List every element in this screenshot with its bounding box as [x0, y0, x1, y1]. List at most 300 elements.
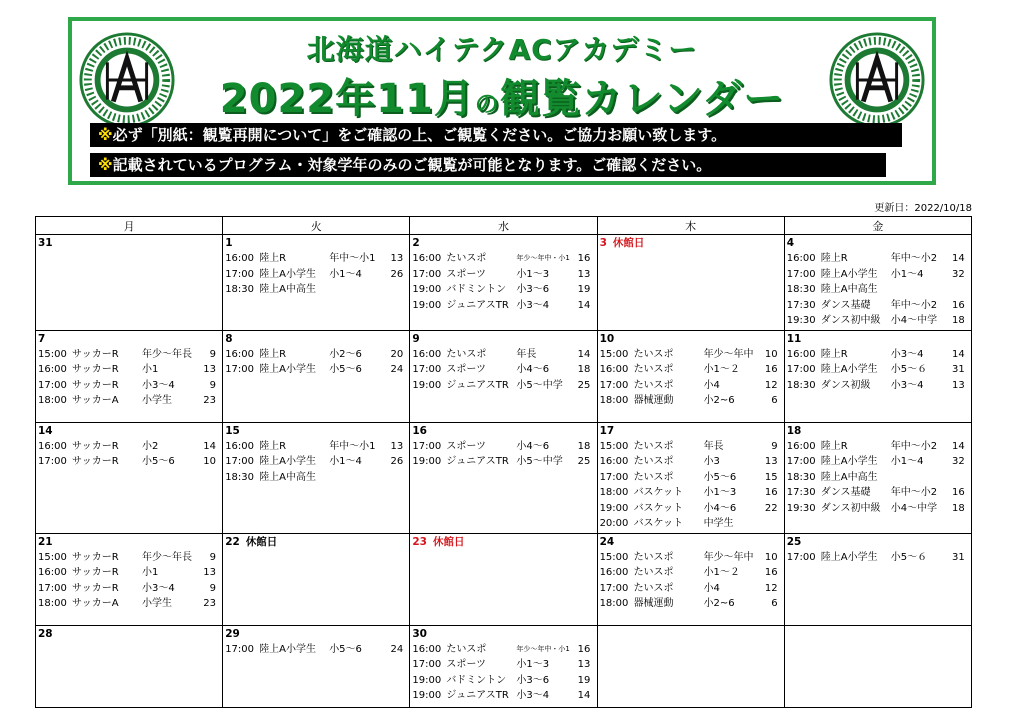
updated-date: 更新日：2022/10/18 — [874, 203, 972, 214]
program-entry — [787, 313, 969, 329]
day-number — [600, 332, 782, 347]
program-count: 14 — [952, 348, 965, 360]
day-cell — [223, 422, 410, 533]
program-grade — [891, 470, 949, 486]
program-name: サッカーR — [72, 456, 119, 467]
program-grade: 小5～6 — [329, 643, 362, 655]
program-grade: 小3～4 — [142, 379, 175, 391]
day-number — [412, 332, 594, 347]
program-grade: 年中～小2 — [890, 253, 938, 264]
program-name: 陸上A小学生 — [820, 364, 878, 375]
program-entry — [600, 550, 782, 566]
program-entry — [600, 362, 782, 378]
program-count: 24 — [390, 643, 404, 655]
program-name: 陸上R — [820, 440, 848, 452]
program-time: 19:30 — [786, 315, 816, 326]
day-cell — [784, 235, 971, 331]
program-name: サッカーA — [72, 395, 119, 406]
program-grade: 小1～２ — [703, 567, 740, 578]
program-count: 26 — [390, 268, 404, 280]
program-entry — [600, 565, 782, 581]
program-name: たいスポ — [633, 440, 674, 452]
program-name: スポーツ — [446, 440, 486, 452]
week-row — [36, 330, 972, 422]
program-time: 17:00 — [38, 456, 67, 467]
program-time: 16:00 — [225, 440, 255, 452]
program-entry — [38, 581, 220, 597]
program-time: 20:00 — [599, 518, 629, 529]
program-entry — [38, 596, 220, 612]
program-name: サッカーR — [72, 582, 119, 594]
program-count: 9 — [209, 379, 216, 391]
weekday-header: 月 — [36, 217, 223, 235]
day-number-value: 11 — [786, 332, 802, 345]
program-time: 18:00 — [599, 598, 629, 609]
program-name: サッカーR — [72, 348, 119, 360]
program-name: たいスポ — [633, 456, 674, 467]
program-entry — [412, 688, 594, 704]
day-number-value: 23 — [412, 535, 427, 548]
program-entry — [225, 251, 407, 267]
program-entry — [38, 378, 220, 394]
day-cell — [597, 533, 784, 625]
program-time: 18:30 — [225, 471, 255, 483]
day-number — [600, 627, 782, 642]
program-count — [949, 470, 965, 486]
program-count: 14 — [577, 299, 591, 311]
day-cell — [36, 533, 223, 625]
program-grade: 年中～小1 — [329, 440, 376, 452]
program-name: サッカーR — [72, 567, 119, 578]
program-entry — [787, 439, 969, 455]
program-name: たいスポ — [633, 364, 674, 375]
program-entry — [787, 298, 969, 314]
program-entry — [787, 550, 969, 566]
day-number-value: 16 — [412, 424, 427, 437]
program-entry — [225, 282, 407, 298]
program-count: 16 — [952, 299, 965, 311]
program-entry — [225, 347, 407, 363]
program-entry — [600, 347, 782, 363]
program-entry — [787, 251, 969, 267]
program-count: 18 — [952, 502, 965, 514]
program-entry — [787, 282, 969, 298]
day-number-value: 9 — [412, 332, 420, 345]
program-time: 19:30 — [786, 502, 816, 514]
program-grade: 小4～6 — [703, 502, 737, 514]
program-name: 陸上A小学生 — [820, 268, 878, 280]
program-time: 18:00 — [38, 395, 67, 406]
program-entry — [600, 596, 782, 612]
program-grade: 小5～中学 — [516, 379, 563, 391]
day-cell — [223, 235, 410, 331]
program-count: 13 — [952, 379, 965, 391]
closed-label: 休館日 — [245, 535, 278, 548]
program-time: 17:00 — [412, 659, 442, 670]
program-time: 17:00 — [786, 456, 816, 467]
program-entry — [412, 378, 594, 394]
program-count: 16 — [764, 364, 778, 375]
day-number — [600, 236, 782, 251]
program-count: 13 — [203, 364, 216, 375]
program-name: 陸上R — [259, 253, 287, 264]
program-time: 18:00 — [38, 598, 67, 609]
program-entry — [225, 362, 407, 378]
program-entry — [787, 470, 969, 486]
week-row — [36, 533, 972, 625]
program-name: 陸上A小学生 — [259, 268, 317, 280]
program-time: 19:00 — [412, 284, 442, 295]
program-count: 19 — [577, 284, 591, 295]
program-entry — [412, 298, 594, 314]
program-entry — [412, 282, 594, 298]
day-cell — [597, 422, 784, 533]
program-time: 16:00 — [412, 348, 442, 360]
notice-banner-2 — [90, 153, 886, 177]
program-count: 13 — [577, 659, 591, 670]
program-grade: 年中～小1 — [329, 253, 376, 264]
program-name: たいスポ — [633, 471, 674, 483]
program-grade: 小1～3 — [516, 659, 550, 670]
program-time: 17:00 — [786, 268, 816, 280]
day-number-value: 25 — [786, 535, 802, 548]
day-number-value: 3 — [599, 237, 607, 249]
program-count: 6 — [771, 395, 778, 406]
program-count: 14 — [952, 440, 965, 452]
program-grade: 年長 — [516, 348, 537, 360]
program-entry — [787, 362, 969, 378]
program-count: 16 — [577, 253, 591, 264]
day-number-value: 8 — [225, 332, 233, 345]
day-number — [412, 424, 594, 439]
program-entry — [600, 470, 782, 486]
program-count: 32 — [952, 268, 965, 280]
program-time: 16:00 — [38, 567, 67, 578]
program-name: サッカーA — [72, 598, 119, 609]
program-grade: 小4～中学 — [890, 315, 938, 326]
program-grade: 小4 — [703, 582, 720, 594]
program-grade: 小4 — [703, 379, 720, 391]
program-count: 24 — [390, 364, 404, 375]
program-entry — [787, 267, 969, 283]
day-number — [38, 332, 220, 347]
program-name: 陸上A中高生 — [259, 284, 317, 295]
program-count: 18 — [577, 440, 591, 452]
program-name: 陸上A中高生 — [820, 471, 878, 483]
program-grade: 年中～小2 — [890, 299, 938, 311]
program-name: ダンス基礎 — [820, 487, 871, 498]
day-number-value: 29 — [225, 627, 240, 640]
day-number-value: 22 — [225, 535, 240, 548]
program-grade: 小4～6 — [516, 364, 550, 375]
program-time: 16:00 — [786, 348, 816, 360]
day-number — [38, 424, 220, 439]
program-entry — [600, 501, 782, 517]
day-number — [412, 535, 594, 550]
program-count: 18 — [952, 315, 965, 326]
program-grade: 小2~6 — [703, 395, 735, 406]
program-grade: 小3 — [703, 456, 720, 467]
program-name: 陸上A中高生 — [259, 471, 317, 483]
program-grade: 小1～２ — [703, 364, 740, 375]
day-number — [225, 424, 407, 439]
day-number-value: 30 — [412, 627, 427, 640]
program-entry — [600, 485, 782, 501]
program-count: 26 — [390, 456, 404, 467]
program-name: たいスポ — [633, 551, 674, 563]
program-grade: 小2～6 — [329, 348, 362, 360]
program-grade: 小2~6 — [703, 598, 735, 609]
day-number-value: 7 — [38, 332, 46, 345]
program-count: 25 — [577, 456, 591, 467]
program-entry — [600, 439, 782, 455]
program-grade: 小1～3 — [703, 487, 737, 498]
program-grade: 小5～6 — [329, 364, 362, 375]
program-grade — [329, 282, 387, 298]
program-entry — [38, 393, 220, 409]
program-entry — [600, 454, 782, 470]
program-name: 陸上R — [259, 440, 287, 452]
program-count: 16 — [577, 643, 591, 655]
program-time: 15:00 — [599, 551, 629, 563]
program-entry — [38, 550, 220, 566]
day-cell — [410, 330, 597, 422]
program-name: 陸上A小学生 — [259, 643, 317, 655]
day-number-value: 31 — [38, 237, 53, 249]
program-name: 陸上A小学生 — [259, 456, 317, 467]
day-number — [787, 627, 969, 642]
program-grade: 小学生 — [142, 598, 172, 609]
program-time: 18:30 — [786, 284, 816, 295]
day-number-value: 2 — [412, 237, 420, 249]
program-time: 19:00 — [412, 456, 442, 467]
program-grade: 小2 — [142, 440, 159, 452]
program-grade: 小1～4 — [329, 268, 362, 280]
program-grade: 年少～年長 — [142, 551, 192, 563]
program-grade — [891, 282, 949, 298]
program-count: 13 — [390, 253, 404, 264]
program-entry — [38, 347, 220, 363]
program-time: 16:00 — [38, 440, 67, 452]
program-time: 17:00 — [225, 364, 255, 375]
program-grade: 小1～4 — [329, 456, 362, 467]
program-grade: 小3～4 — [890, 379, 924, 391]
program-name: サッカーR — [72, 440, 119, 452]
program-entry — [38, 565, 220, 581]
day-cell — [36, 422, 223, 533]
program-time: 17:30 — [786, 299, 816, 311]
notice-banner-1 — [90, 123, 902, 147]
day-cell — [410, 625, 597, 707]
program-grade: 年少～年中・小1 — [516, 644, 570, 653]
program-grade: 小4～6 — [516, 440, 550, 452]
program-time: 16:00 — [786, 440, 816, 452]
day-cell — [597, 625, 784, 707]
program-entry — [225, 642, 407, 658]
program-count: 23 — [203, 395, 216, 406]
program-entry — [38, 454, 220, 470]
program-name: たいスポ — [446, 253, 487, 264]
program-name: スポーツ — [446, 364, 486, 375]
program-time: 17:00 — [786, 551, 816, 563]
day-number — [225, 627, 407, 642]
program-count: 12 — [764, 379, 778, 391]
day-cell — [410, 422, 597, 533]
day-cell — [784, 330, 971, 422]
program-grade: 小3～4 — [516, 690, 550, 701]
program-count: 13 — [203, 567, 216, 578]
program-count: 13 — [764, 456, 778, 467]
program-grade: 小5～6 — [142, 456, 175, 467]
program-time: 17:00 — [599, 471, 629, 483]
program-entry — [412, 267, 594, 283]
program-count: 16 — [764, 567, 778, 578]
program-name: ジュニアスTR — [446, 379, 509, 391]
program-time: 17:00 — [38, 582, 67, 594]
program-entry — [600, 393, 782, 409]
program-grade: 小1 — [142, 364, 159, 375]
program-entry — [225, 267, 407, 283]
program-count: 6 — [771, 598, 778, 609]
program-time: 17:00 — [225, 456, 255, 467]
program-name: サッカーR — [72, 551, 119, 563]
program-entry — [412, 657, 594, 673]
program-time: 19:00 — [412, 690, 442, 701]
program-name: ジュニアスTR — [446, 299, 509, 311]
program-grade: 小学生 — [142, 395, 172, 406]
day-number — [38, 535, 220, 550]
program-time: 17:00 — [599, 582, 629, 594]
program-name: サッカーR — [72, 364, 119, 375]
program-count: 14 — [577, 348, 591, 360]
day-number — [38, 627, 220, 642]
program-count: 14 — [577, 690, 591, 701]
program-count: 25 — [577, 379, 591, 391]
day-cell — [597, 235, 784, 331]
header-banner — [68, 17, 936, 185]
program-count: 20 — [390, 348, 404, 360]
program-entry — [225, 470, 407, 486]
program-name: たいスポ — [633, 379, 674, 391]
program-grade: 年中～小2 — [890, 487, 938, 498]
program-time: 17:30 — [786, 487, 816, 498]
program-grade: 小5～6 — [703, 471, 737, 483]
program-grade: 小5～６ — [890, 364, 928, 375]
day-number — [787, 424, 969, 439]
program-grade: 小1 — [142, 567, 159, 578]
calendar-title-particle: の — [474, 90, 500, 118]
program-count: 19 — [577, 674, 591, 686]
program-entry — [38, 362, 220, 378]
week-row — [36, 625, 972, 707]
day-number — [412, 627, 594, 642]
day-cell — [223, 330, 410, 422]
program-grade: 小4～中学 — [890, 502, 938, 514]
calendar-table — [35, 216, 972, 708]
program-grade: 小3～4 — [142, 582, 175, 594]
program-time: 19:00 — [412, 379, 442, 391]
week-row — [36, 422, 972, 533]
program-time: 18:00 — [599, 487, 629, 498]
program-time: 16:00 — [38, 364, 67, 375]
program-entry — [787, 378, 969, 394]
day-number — [225, 535, 407, 550]
program-name: ダンス基礎 — [820, 299, 871, 311]
program-count: 10 — [764, 551, 778, 563]
program-grade: 小1～4 — [890, 456, 924, 467]
program-grade: 年少～年中 — [703, 348, 754, 360]
program-count: 31 — [952, 364, 965, 375]
program-count: 23 — [203, 598, 216, 609]
day-cell — [223, 625, 410, 707]
program-name: 陸上A小学生 — [820, 456, 878, 467]
program-name: 器械運動 — [633, 395, 674, 406]
day-cell — [36, 625, 223, 707]
notice-text-2: 記載されているプログラム・対象学年のみのご観覧が可能となります。ご確認ください。 — [112, 156, 712, 174]
program-time: 17:00 — [412, 364, 442, 375]
program-name: バスケット — [633, 487, 684, 498]
day-number-value: 15 — [225, 424, 240, 437]
program-name: たいスポ — [633, 567, 674, 578]
calendar-title-month: 2022年11月 — [219, 76, 475, 122]
day-cell — [410, 235, 597, 331]
program-grade: 年少～年長 — [142, 348, 192, 360]
program-time: 19:00 — [412, 674, 442, 686]
day-cell — [784, 533, 971, 625]
program-name: たいスポ — [446, 643, 487, 655]
program-name: バドミントン — [446, 674, 507, 686]
program-time: 17:00 — [38, 379, 67, 391]
program-grade — [329, 470, 387, 486]
weekday-header: 火 — [223, 217, 410, 235]
program-entry — [225, 454, 407, 470]
day-number — [412, 236, 594, 251]
day-cell — [410, 533, 597, 625]
program-count: 10 — [764, 348, 778, 360]
day-number-value: 18 — [786, 424, 802, 437]
program-entry — [600, 378, 782, 394]
program-name: たいスポ — [633, 348, 674, 360]
program-time: 16:00 — [786, 253, 816, 264]
program-entry — [412, 251, 594, 267]
program-time: 15:00 — [599, 440, 629, 452]
notice-mark: ※ — [98, 156, 113, 174]
program-count — [387, 282, 403, 298]
program-entry — [787, 501, 969, 517]
program-grade: 小3～4 — [516, 299, 550, 311]
day-number — [38, 236, 220, 251]
program-name: バドミントン — [446, 284, 507, 295]
program-name: サッカーR — [72, 379, 119, 391]
program-count: 9 — [209, 348, 216, 360]
calendar-body — [36, 235, 972, 708]
program-grade: 年少～年中 — [703, 551, 754, 563]
day-number — [600, 424, 782, 439]
day-number — [787, 236, 969, 251]
weekday-header: 金 — [784, 217, 971, 235]
program-time: 15:00 — [38, 348, 67, 360]
program-name: バスケット — [633, 518, 684, 529]
program-entry — [787, 454, 969, 470]
program-time: 18:30 — [786, 471, 816, 483]
program-name: 陸上A小学生 — [820, 551, 878, 563]
program-entry — [600, 516, 782, 532]
program-entry — [412, 439, 594, 455]
program-name: ダンス初中級 — [820, 502, 881, 514]
program-count: 13 — [390, 440, 404, 452]
program-count: 15 — [764, 471, 778, 483]
program-time: 16:00 — [599, 567, 629, 578]
